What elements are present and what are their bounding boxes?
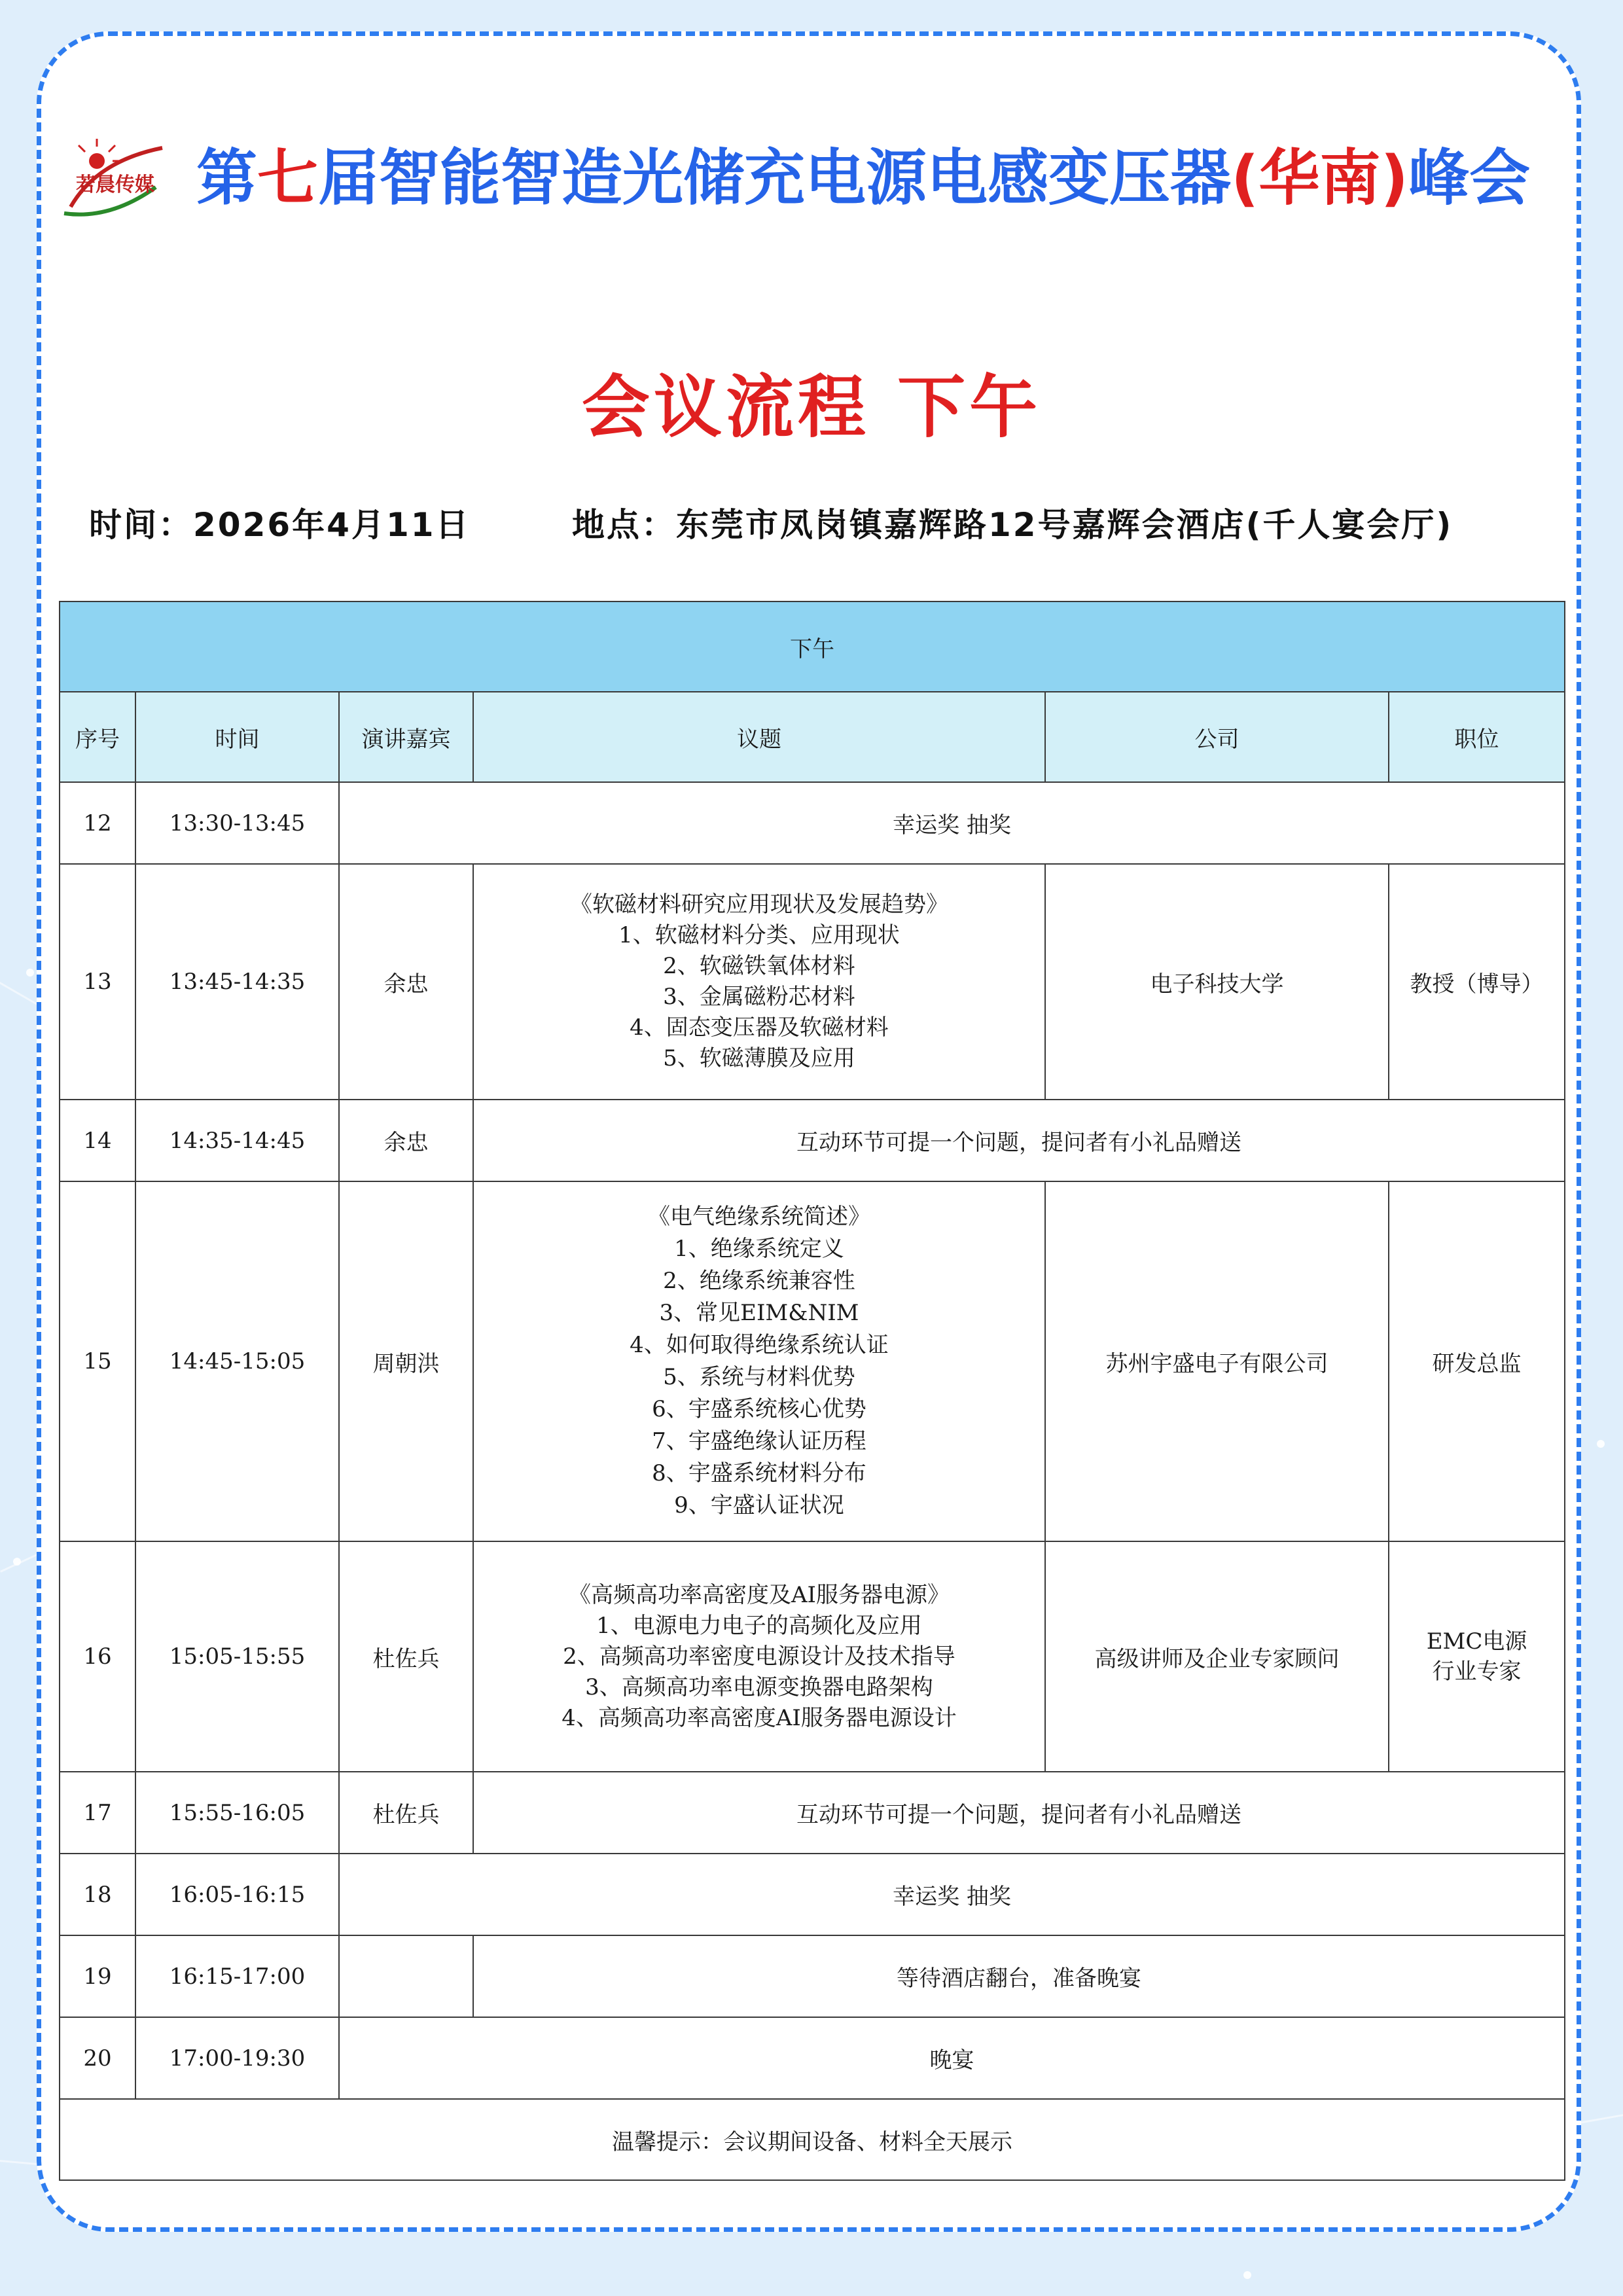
row-topic bbox=[473, 1181, 1045, 1541]
row-time: 15:55-16:05 bbox=[135, 1772, 339, 1854]
row-note: 幸运奖 抽奖 bbox=[339, 782, 1565, 864]
row-note: 晚宴 bbox=[339, 2017, 1565, 2099]
row-speaker bbox=[339, 1935, 473, 2017]
agenda-header-row bbox=[60, 692, 1565, 782]
header-time: 时间 bbox=[135, 692, 339, 782]
row-no: 20 bbox=[60, 2017, 135, 2099]
topic-line: 3、金属磁粉芯材料 bbox=[663, 984, 855, 1010]
table-row bbox=[60, 1100, 1565, 1181]
event-time: 时间：2026年4月11日 bbox=[89, 506, 471, 544]
topic-line: 4、如何取得绝缘系统认证 bbox=[630, 1332, 889, 1358]
topic-line: 4、固态变压器及软磁材料 bbox=[630, 1014, 889, 1041]
row-no: 16 bbox=[60, 1541, 135, 1772]
topic-line: 9、宇盛认证状况 bbox=[674, 1492, 844, 1518]
row-note: 互动环节可提一个问题，提问者有小礼品赠送 bbox=[473, 1772, 1565, 1854]
topic-line: 2、高频高功率密度电源设计及技术指导 bbox=[563, 1643, 955, 1670]
topic-line: 1、电源电力电子的高频化及应用 bbox=[596, 1612, 922, 1639]
header-company: 公司 bbox=[1045, 692, 1389, 782]
row-no: 19 bbox=[60, 1935, 135, 2017]
table-row bbox=[60, 1854, 1565, 1935]
page-title: 会议流程 下午 bbox=[581, 367, 1042, 447]
row-time: 13:45-14:35 bbox=[135, 864, 339, 1100]
table-row bbox=[60, 864, 1565, 1100]
row-topic bbox=[473, 1541, 1045, 1772]
topic-line: 《软磁材料研究应用现状及发展趋势》 bbox=[570, 891, 948, 918]
topic-line: 4、高频高功率高密度AI服务器电源设计 bbox=[562, 1704, 957, 1731]
agenda-table bbox=[59, 601, 1565, 2181]
row-time: 16:05-16:15 bbox=[135, 1854, 339, 1935]
row-speaker: 杜佐兵 bbox=[339, 1772, 473, 1854]
row-position bbox=[1389, 1541, 1565, 1772]
header-position: 职位 bbox=[1389, 692, 1565, 782]
row-speaker: 周朝洪 bbox=[339, 1181, 473, 1541]
table-row bbox=[60, 2017, 1565, 2099]
topic-line: 1、软磁材料分类、应用现状 bbox=[618, 922, 900, 948]
agenda-band-row bbox=[60, 601, 1565, 692]
row-speaker: 余忠 bbox=[339, 1100, 473, 1181]
position-line: EMC电源 bbox=[1426, 1628, 1527, 1655]
svg-text:若晨传媒: 若晨传媒 bbox=[76, 173, 154, 196]
row-time: 13:30-13:45 bbox=[135, 782, 339, 864]
row-position: 研发总监 bbox=[1389, 1181, 1565, 1541]
row-position: 教授（博导） bbox=[1389, 864, 1565, 1100]
topic-line: 《电气绝缘系统简述》 bbox=[648, 1204, 870, 1230]
topic-line: 6、宇盛系统核心优势 bbox=[652, 1396, 866, 1422]
table-row bbox=[60, 1935, 1565, 2017]
topic-line: 5、系统与材料优势 bbox=[663, 1364, 855, 1390]
summit-banner-title: 第七届智能智造光储充电源电感变压器(华南)峰会 bbox=[196, 143, 1531, 213]
row-no: 13 bbox=[60, 864, 135, 1100]
topic-line: 2、绝缘系统兼容性 bbox=[663, 1268, 855, 1294]
row-time: 15:05-15:55 bbox=[135, 1541, 339, 1772]
header-speaker: 演讲嘉宾 bbox=[339, 692, 473, 782]
agenda-band-title: 下午 bbox=[60, 601, 1565, 692]
row-topic bbox=[473, 864, 1045, 1100]
topic-line: 1、绝缘系统定义 bbox=[674, 1236, 844, 1262]
row-company: 电子科技大学 bbox=[1045, 864, 1389, 1100]
row-note: 互动环节可提一个问题，提问者有小礼品赠送 bbox=[473, 1100, 1565, 1181]
position-line: 行业专家 bbox=[1432, 1659, 1522, 1685]
event-place: 地点：东莞市凤岗镇嘉辉路12号嘉辉会酒店(千人宴会厅) bbox=[572, 506, 1454, 544]
topic-line: 7、宇盛绝缘认证历程 bbox=[652, 1428, 866, 1454]
row-no: 18 bbox=[60, 1854, 135, 1935]
topic-line: 3、常见EIM&NIM bbox=[659, 1300, 859, 1326]
row-time: 14:35-14:45 bbox=[135, 1100, 339, 1181]
row-time: 14:45-15:05 bbox=[135, 1181, 339, 1541]
row-company: 高级讲师及企业专家顾问 bbox=[1045, 1541, 1389, 1772]
row-note: 等待酒店翻台，准备晚宴 bbox=[473, 1935, 1565, 2017]
table-row bbox=[60, 1181, 1565, 1541]
row-no: 15 bbox=[60, 1181, 135, 1541]
tip-text: 温馨提示：会议期间设备、材料全天展示 bbox=[60, 2099, 1565, 2180]
header-topic: 议题 bbox=[473, 692, 1045, 782]
row-no: 17 bbox=[60, 1772, 135, 1854]
topic-line: 3、高频高功率电源变换器电路架构 bbox=[585, 1674, 933, 1700]
table-row bbox=[60, 1541, 1565, 1772]
row-no: 14 bbox=[60, 1100, 135, 1181]
brand-logo bbox=[58, 135, 169, 220]
topic-line: 8、宇盛系统材料分布 bbox=[652, 1460, 866, 1486]
table-row bbox=[60, 1772, 1565, 1854]
topic-line: 2、软磁铁氧体材料 bbox=[663, 953, 855, 979]
row-time: 17:00-19:30 bbox=[135, 2017, 339, 2099]
row-no: 12 bbox=[60, 782, 135, 864]
row-speaker: 余忠 bbox=[339, 864, 473, 1100]
row-company: 苏州宇盛电子有限公司 bbox=[1045, 1181, 1389, 1541]
header-no: 序号 bbox=[60, 692, 135, 782]
topic-line: 《高频高功率高密度及AI服务器电源》 bbox=[569, 1581, 950, 1608]
tip-row bbox=[60, 2099, 1565, 2180]
row-speaker: 杜佐兵 bbox=[339, 1541, 473, 1772]
row-time: 16:15-17:00 bbox=[135, 1935, 339, 2017]
row-note: 幸运奖 抽奖 bbox=[339, 1854, 1565, 1935]
sun-arc-logo-icon bbox=[58, 135, 169, 220]
table-row bbox=[60, 782, 1565, 864]
topic-line: 5、软磁薄膜及应用 bbox=[663, 1045, 855, 1071]
